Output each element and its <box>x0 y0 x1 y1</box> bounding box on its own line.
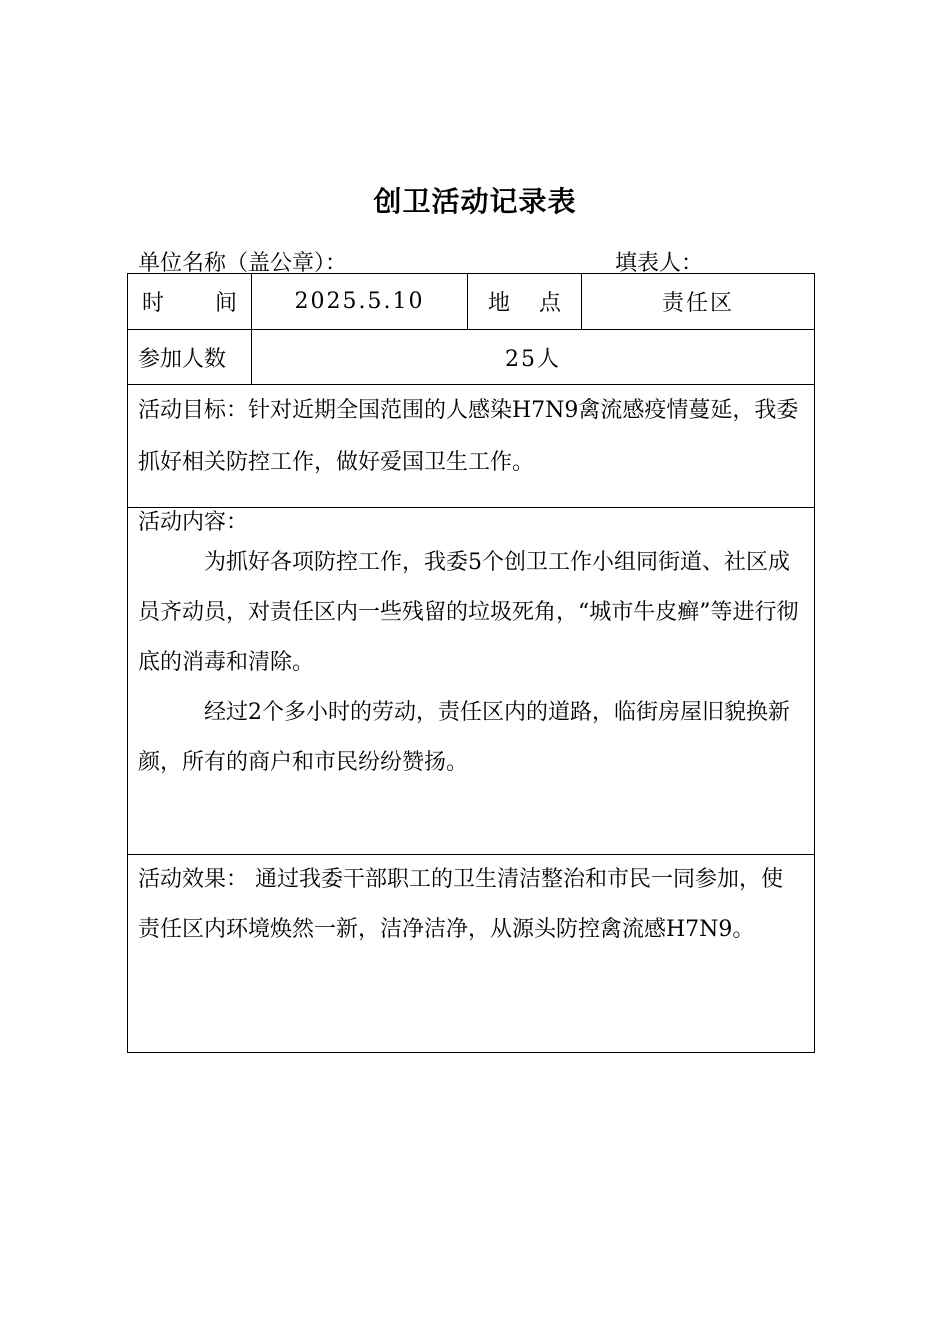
time-value: 2025.5.10 <box>252 274 468 330</box>
place-label-a: 地 <box>488 291 511 316</box>
place-value: 责任区 <box>582 274 815 330</box>
content-paragraph-1: 为抓好各项防控工作，我委5个创卫工作小组同街道、社区成员齐动员，对责任区内一些残留的垃圾死角，“城市牛皮癣”等进行彻底的消毒和清除。 <box>138 550 799 675</box>
effect-text: 活动效果： 通过我委干部职工的卫生清洁整治和市民一同参加，使责任区内环境焕然一新，洁净洁净，从源头防控禽流感H7N9。 <box>138 867 783 942</box>
time-label-a: 时 <box>142 291 165 316</box>
time-label-b: 间 <box>214 291 237 316</box>
time-place-row <box>128 274 815 330</box>
participants-row <box>128 330 815 385</box>
effect-row <box>128 855 815 1053</box>
goal-row <box>128 385 815 508</box>
content-paragraph-2: 经过2个多小时的劳动，责任区内的道路，临街房屋旧貌换新颜，所有的商户和市民纷纷赞扬。 <box>138 700 790 775</box>
place-label-cell <box>468 274 582 330</box>
unit-name-label: 单位名称（盖公章）： <box>138 251 348 276</box>
record-table <box>127 273 815 1053</box>
content-row <box>128 508 815 855</box>
page-title: 创卫活动记录表 <box>373 185 577 218</box>
participants-label: 参加人数 <box>128 330 252 385</box>
place-label-b: 点 <box>538 291 561 316</box>
content-label: 活动内容： <box>138 510 249 535</box>
time-label-cell <box>128 274 252 330</box>
participants-value: 25人 <box>252 330 815 385</box>
goal-text: 活动目标：针对近期全国范围的人感染H7N9禽流感疫情蔓延，我委抓好相关防控工作，做好爱国卫生工作。 <box>138 398 799 475</box>
filler-label: 填表人： <box>615 251 704 276</box>
